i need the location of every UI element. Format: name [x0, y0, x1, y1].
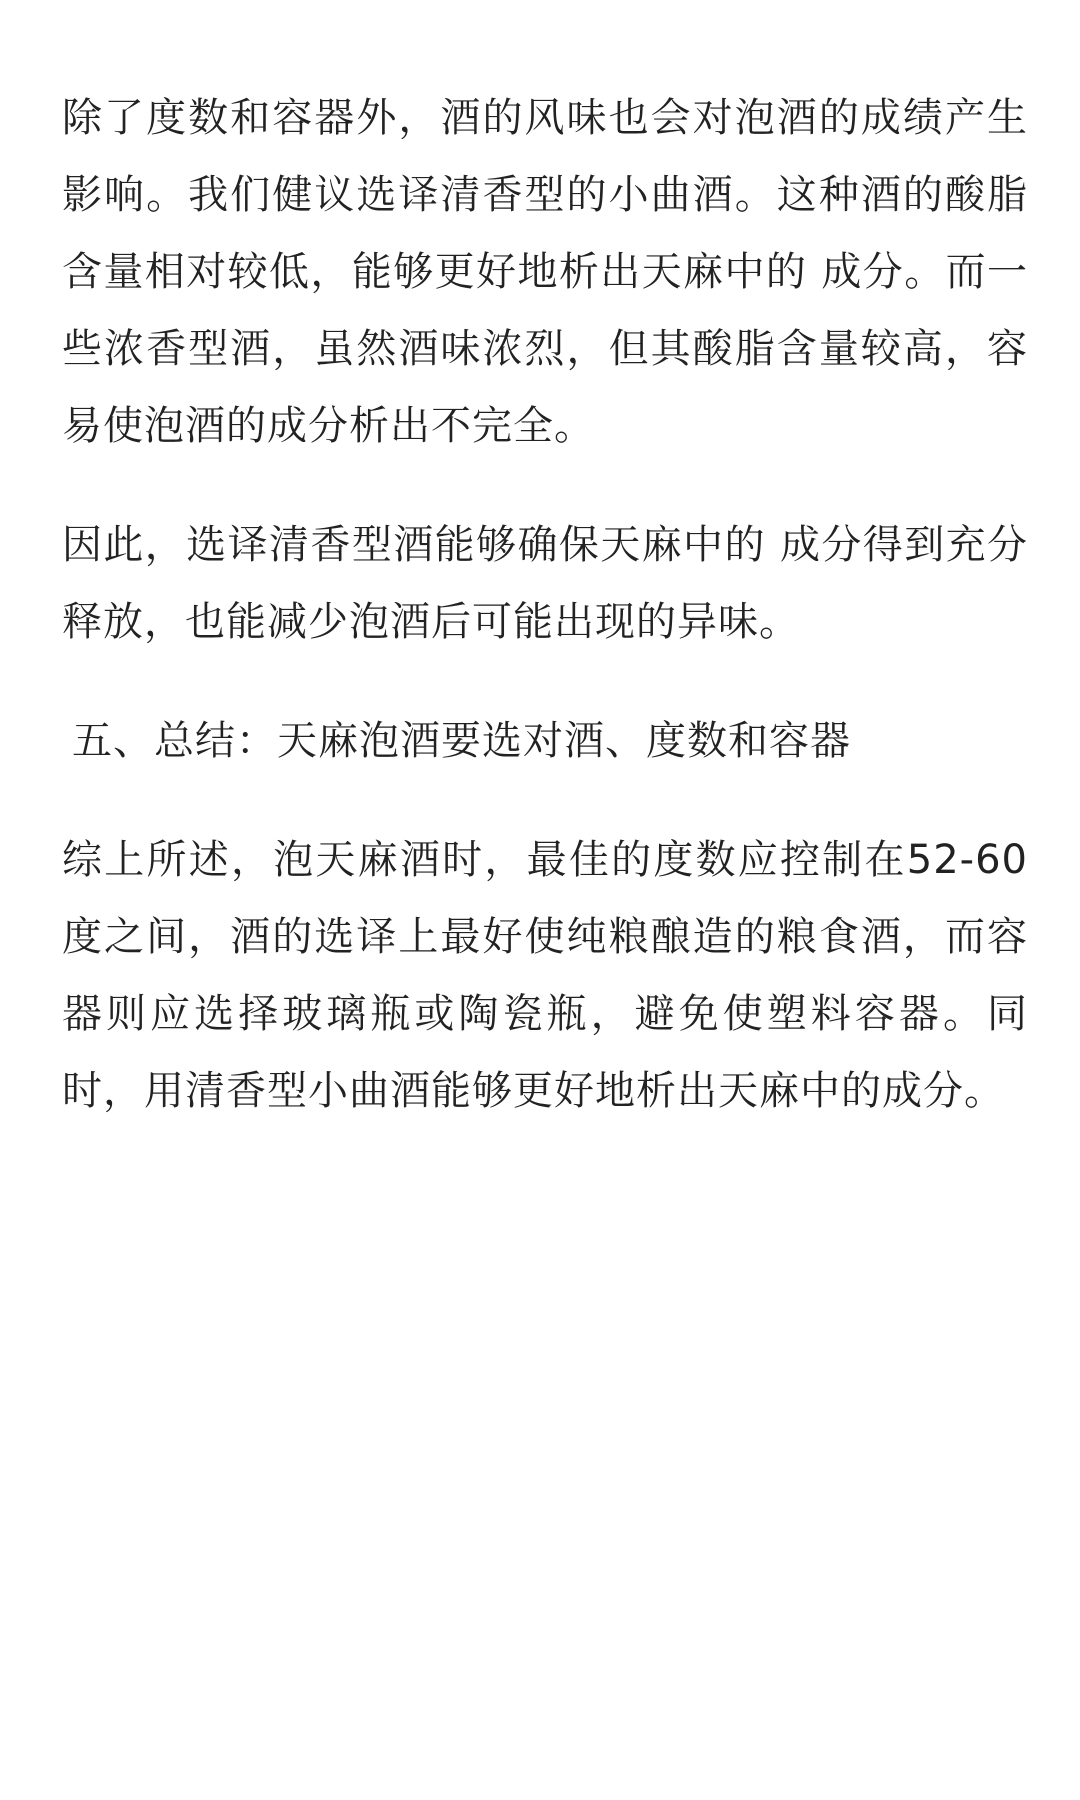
paragraph-summary: 综上所述，泡天麻酒时，最佳的度数应控制在52-60度之间，酒的选译上最好使纯粮酿造的粮食酒，而容器则应选择玻璃瓶或陶瓷瓶，避免使塑料容器。同时，用清香型小曲酒能够更好地析出天麻中的成分。	[62, 837, 1028, 1114]
paragraph-conclusion: 因此，选译清香型酒能够确保天麻中的 成分得到充分释放，也能减少泡酒后可能出现的异味。	[62, 522, 1028, 645]
section-heading-summary: 五、总结：天麻泡酒要选对酒、度数和容器	[72, 718, 851, 764]
article-body	[62, 80, 1028, 1130]
paragraph-flavor: 除了度数和容器外，酒的风味也会对泡酒的成绩产生影响。我们健议选译清香型的小曲酒。这种酒的酸脂含量相对较低，能够更好地析出天麻中的 成分。而一些浓香型酒，虽然酒味浓烈，但其酸脂含量较高，容易使泡酒的成分析出不完全。	[62, 95, 1028, 449]
